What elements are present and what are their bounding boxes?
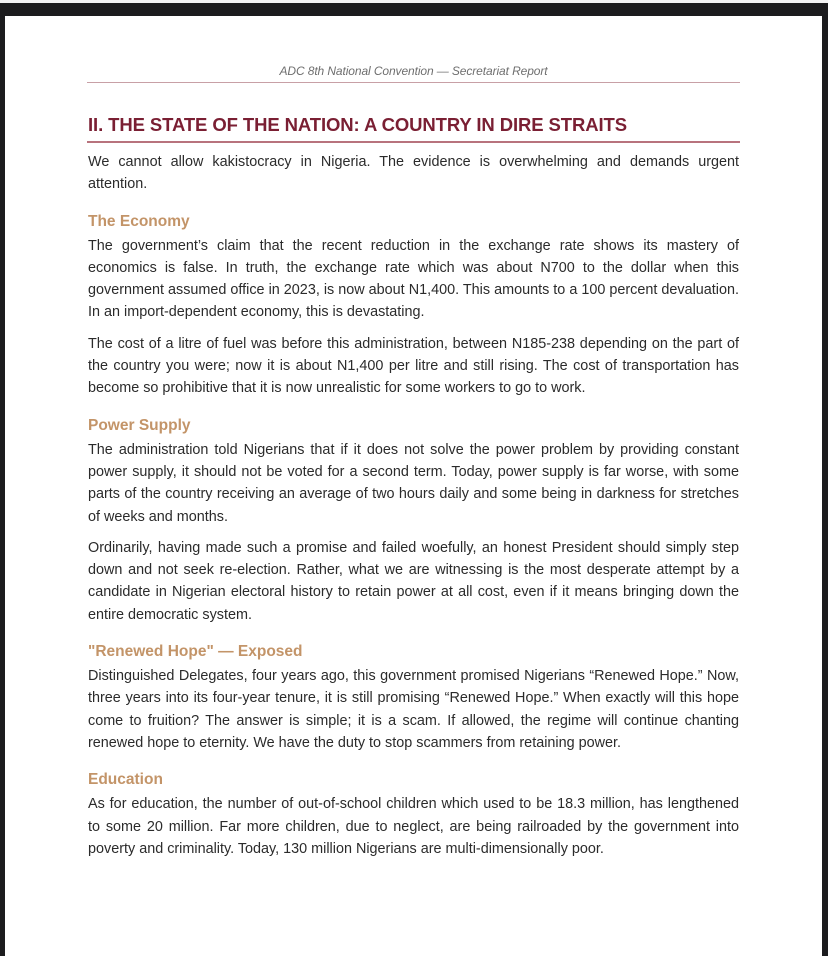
paragraph: The cost of a litre of fuel was before this administration, between N185-238 depending on the part of the country you were; now it is about N1,400 per litre and still rising. The cost of transportation has become so prohibitive that it is now unrealistic for some workers to go to work.: [88, 335, 739, 397]
paragraph: The government’s claim that the recent reduction in the exchange rate shows its mastery of economics is false. In truth, the exchange rate which was about N700 to the dollar when this government assumed office in 2023, is now about N1,400. This amounts to a 100 percent devaluation. In an import-dependent economy, this is devastating.: [88, 237, 739, 321]
window-top-edge: [0, 0, 828, 3]
section-title: II. THE STATE OF THE NATION: A COUNTRY IN DIRE STRAITS: [88, 114, 627, 135]
paragraph: Ordinarily, having made such a promise and failed woefully, an honest President should simply step down and not seek re-election. Rather, what we are witnessing is the most desperate attempt by a candidate in Nigerian electoral history to retain power at all cost, even if it means bringing down the entire democratic system.: [88, 539, 739, 623]
running-header: ADC 8th National Convention — Secretariat Report: [279, 64, 548, 78]
intro-paragraph: We cannot allow kakistocracy in Nigeria. The evidence is overwhelming and demands urgent attention.: [88, 154, 739, 193]
paragraph: The administration told Nigerians that if it does not solve the power problem by providing constant power supply, it should not be voted for a second term. Today, power supply is far worse, with some parts of the country receiving an average of two hours daily and some being in darkness for stretches of weeks and months.: [88, 441, 739, 525]
subheading-education: Education: [88, 771, 163, 789]
section-economy: [88, 212, 739, 400]
paragraph: As for education, the number of out-of-school children which used to be 18.3 million, has lengthened to some 20 million. Far more children, due to neglect, are being railroaded by the government into poverty and criminality. Today, 130 million Nigerians are multi-dimensionally poor.: [88, 796, 739, 857]
title-divider: [87, 141, 740, 143]
paragraph: Distinguished Delegates, four years ago, this government promised Nigerians “Renewed Hope.” Now, three years into its four-year tenure, it is still promising “Renewed Hope.” When exactly will this hope come to fruition? The answer is simple; it is a scam. If allowed, the regime will continue chanting renewed hope to eternity. We have the duty to stop scammers from retaining power.: [88, 668, 739, 751]
section-power-supply: [88, 416, 739, 626]
section-renewed-hope: [88, 642, 739, 754]
section-education: [88, 770, 739, 860]
subheading-renewed-hope: "Renewed Hope" — Exposed: [88, 643, 303, 661]
header-divider: [87, 82, 740, 83]
subheading-economy: The Economy: [88, 212, 190, 230]
document-page: [5, 16, 822, 956]
subheading-power-supply: Power Supply: [88, 416, 191, 434]
body-text: [88, 151, 739, 869]
